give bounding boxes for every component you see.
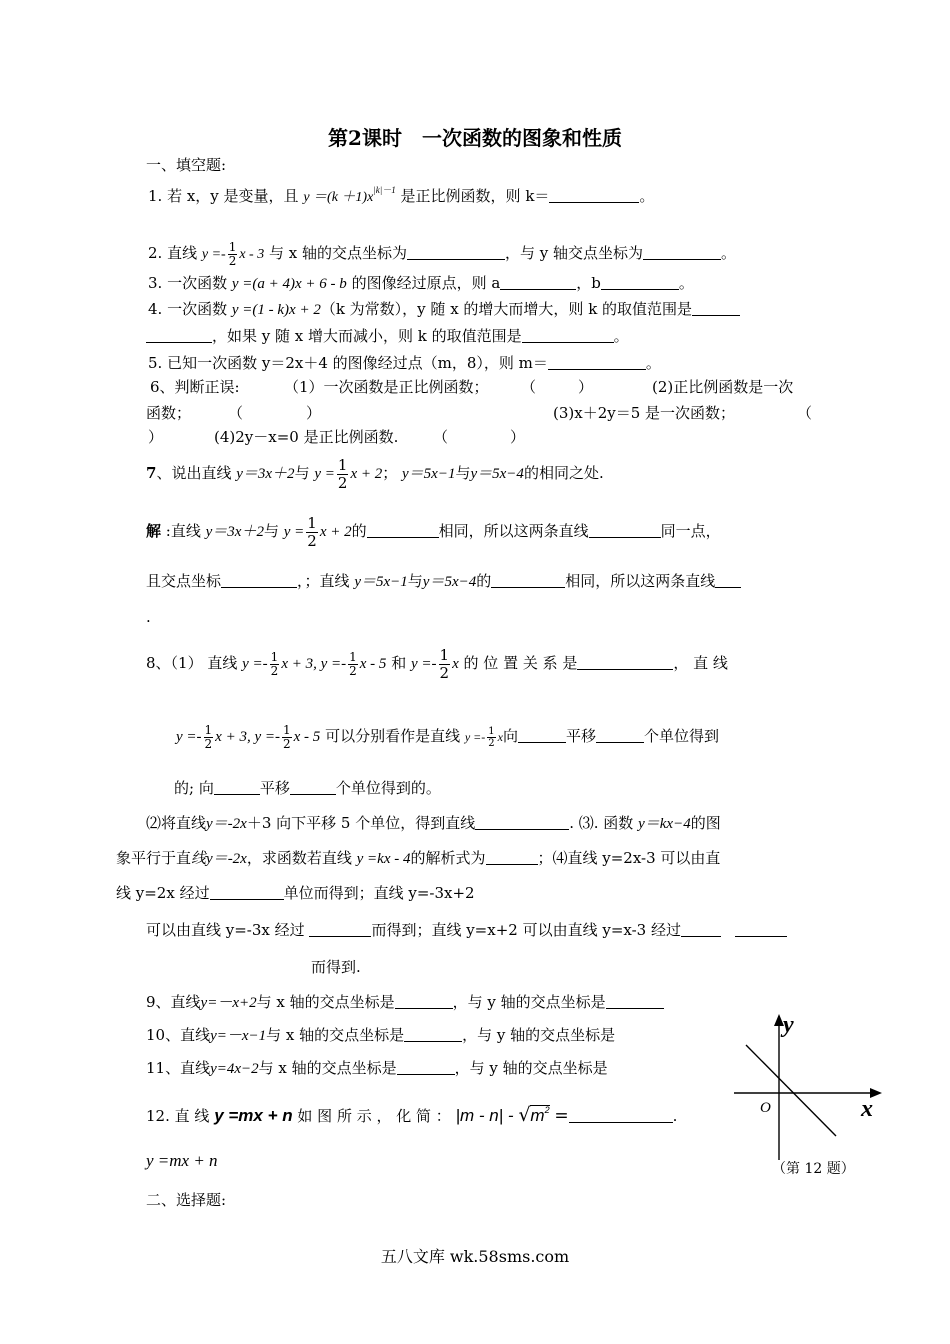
q8-eq1-mid: x + 3, y =- [281, 656, 347, 672]
q8-l5-text-a: 象平行于直 [116, 849, 192, 867]
q8-text-c: ， 直 线 [673, 654, 728, 672]
origin-label: O [760, 1100, 771, 1116]
q4-text: 4. 一次函数 [148, 300, 228, 318]
sol-blank-2[interactable] [589, 523, 661, 538]
y-axis-label: y [783, 1012, 794, 1038]
q7-and-2: 与 [455, 464, 471, 482]
q5-text: 5. 已知一次函数 y＝2x＋4 的图像经过点（m，8），则 m＝ [148, 354, 548, 372]
q7-line-4: y＝5x−4 [470, 466, 524, 482]
q8-l2-text-a: 可以分别看作是直线 [325, 727, 461, 745]
figure-caption: （第 12 题） [772, 1161, 855, 1177]
q8-blank-relation[interactable] [577, 655, 673, 670]
q8-l5-line: y＝-2x [206, 851, 247, 867]
q12-blank[interactable] [569, 1108, 673, 1123]
q8-l6-text-a: 线 y=2x 经过 [116, 884, 210, 902]
q8-l5-text-g: ；⑷直线 y=2x-3 可以由直 [537, 849, 721, 867]
question-2 [148, 233, 736, 273]
question-8-line-2 [176, 716, 719, 756]
sol-of: 的 [351, 522, 367, 540]
question-7 [146, 453, 604, 493]
q6-heading: 6、判断正误: [150, 378, 240, 396]
sol-text-a: :直线 [165, 522, 201, 540]
q5-blank[interactable] [548, 355, 646, 370]
q4-text-b: （k 为常数），y 随 x 的增大而增大，则 k 的取值范围是 [320, 300, 693, 318]
q8-eq1-pre: y =- [242, 656, 268, 672]
sol-of-2: 的 [476, 572, 492, 590]
question-8-line-6 [116, 884, 475, 902]
sol-blank-1[interactable] [367, 523, 439, 538]
q12-text-b: 如 图 所 示 ， 化 简 ： [297, 1107, 451, 1125]
question-10 [146, 1026, 615, 1045]
q6-paren-1-close: ） [578, 378, 594, 396]
q9-blank-y[interactable] [606, 994, 664, 1009]
q8-l2-eq2-pre: y =- [464, 730, 486, 744]
question-9 [146, 993, 664, 1012]
q3-blank-a[interactable] [500, 275, 576, 290]
q8-blank-translate-3b[interactable] [735, 922, 787, 937]
q8-blank-translate-2[interactable] [309, 922, 371, 937]
solution-label: 解 [146, 522, 162, 540]
q11-text-c: 与 x 轴的交点坐标是 [258, 1059, 397, 1077]
q8-blank-units-2[interactable] [290, 780, 336, 795]
sol-fraction: $\frac{1}{2}$ [307, 513, 317, 550]
q8-blank-translate-1[interactable] [210, 885, 284, 900]
q7-and-1: 与 [294, 464, 310, 482]
q8-l4-text-c: ＋3 向下平移 5 个单位，得到直线 [246, 814, 476, 832]
footer-watermark: 五八文库 wk.58sms.com [380, 1247, 570, 1266]
sol-text-g: 相同，所以这两条直线 [438, 522, 589, 540]
q12-expr-abs: |m - n| - [455, 1106, 514, 1125]
q12-equation: y =mx + n [214, 1106, 293, 1125]
sol-blank-3[interactable] [221, 573, 297, 588]
q6-statement-2a: (2)正比例函数是一次 [652, 378, 794, 396]
q6-paren-3-close: ） [148, 428, 164, 446]
q1-blank[interactable] [549, 188, 639, 203]
question-1 [148, 181, 654, 207]
question-11 [146, 1059, 608, 1078]
sol-l2-text-a: 且交点坐标 [146, 572, 222, 590]
q12-end: . [672, 1107, 678, 1125]
q3-text-c: ，b [576, 274, 601, 292]
q6-paren-4-open: （ [433, 428, 449, 446]
q2-text: 2. 直线 [148, 244, 198, 262]
q7-line-1: y＝3x＋2 [236, 466, 295, 482]
question-5 [148, 354, 661, 372]
q2-end: 。 [721, 244, 737, 262]
q2-eq-pre: y =- [201, 247, 226, 262]
q2-blank-y[interactable] [643, 245, 721, 260]
q8-eq3-pre: y =- [411, 656, 437, 672]
q8-l2-fraction-2: $\frac{1}{2}$ [282, 722, 291, 751]
q7-text: 、说出直线 [156, 464, 232, 482]
graph-line [746, 1045, 836, 1136]
sol-line-3: y＝5x−1 [354, 574, 408, 590]
q5-end: 。 [645, 354, 661, 372]
q3-equation: y =(a + 4)x + 6 - b [231, 276, 347, 292]
q4-blank-1a[interactable] [692, 301, 740, 316]
sol-and-2: 与 [407, 572, 423, 590]
q8-l2-eq2-post: x [497, 730, 503, 744]
solution-line-2 [146, 572, 741, 591]
question-4-line2 [146, 327, 629, 345]
q8-l4-text-f: 的图 [690, 814, 721, 832]
sqrt-icon: √ [518, 1104, 531, 1126]
question-8-line-4 [146, 814, 721, 833]
q6-paren-2-close: ） [306, 404, 322, 422]
q1-exponent: |k|－1 [373, 185, 396, 195]
q6-paren-2-open: （ [228, 404, 244, 422]
q8-blank-units-1[interactable] [596, 728, 644, 743]
q8-l3-text-c: 个单位得到的。 [335, 779, 441, 797]
q8-fraction-2: $\frac{1}{2}$ [349, 649, 357, 678]
solution-line-1 [146, 511, 721, 551]
q7-eq-post: x + 2 [350, 466, 383, 482]
q8-l4-line: y＝-2x [206, 816, 247, 832]
q11-blank-x[interactable] [397, 1060, 455, 1075]
question-3 [148, 274, 694, 293]
q8-blank-dir-1[interactable] [518, 728, 566, 743]
q8-l4-func: y＝kx−4 [638, 816, 691, 832]
q12-equals: = [554, 1106, 569, 1126]
q11-text-d: ，与 y 轴的交点坐标是 [454, 1059, 608, 1077]
q4-blank-2[interactable] [522, 328, 614, 343]
q8-l7-text-b: 而得到；直线 y=x+2 可以由直线 y=x-3 经过 [371, 921, 681, 939]
q2-blank-x[interactable] [407, 245, 505, 260]
q8-blank-dir-2[interactable] [214, 780, 260, 795]
q6-statement-2b: 函数； [146, 404, 192, 422]
q8-blank-translate-3a[interactable] [681, 922, 721, 937]
solution-line-3: . [146, 608, 151, 626]
q8-l6-text-b: 单位而得到；直线 y=-3x+2 [283, 884, 475, 902]
q8-l4-text-a: ⑵将直线 [146, 814, 207, 832]
q8-l2-eq-mid: x + 3, y =- [215, 729, 280, 745]
q8-l7-text-a: 可以由直线 y=-3x 经过 [146, 921, 305, 939]
q6-paren-4-close: ） [510, 428, 526, 446]
q4-text-c: ，如果 y 随 x 增大而减小，则 k 的取值范围是 [212, 327, 522, 345]
question-8-line-7 [146, 921, 787, 939]
q2-fraction: $\frac{1}{2}$ [228, 239, 237, 268]
q12-graph-figure [732, 1012, 892, 1162]
q6-statement-1: （1）一次函数是正比例函数； [284, 378, 489, 396]
q8-l2-text-d: 个单位得到 [644, 727, 720, 745]
q7-sep: ； [382, 464, 398, 482]
q10-text-c: 与 x 轴的交点坐标是 [266, 1026, 405, 1044]
q11-text-a: 11、直线 [146, 1059, 211, 1077]
q3-end: 。 [678, 274, 694, 292]
q9-line: y=－x+2 [200, 995, 257, 1011]
q8-l4-text-d: . ⑶. 函数 [569, 814, 634, 832]
x-axis-label: x [861, 1096, 873, 1122]
q8-text-a: 8、（1） 直线 [146, 654, 238, 672]
q8-l2-fraction-1: $\frac{1}{2}$ [204, 722, 213, 751]
q8-blank-expression[interactable] [486, 850, 538, 865]
q1-equation: y ＝(k ＋1)x [303, 190, 374, 205]
q8-l5-text-d: ，求函数若直线 [246, 849, 352, 867]
q3-text-b: 的图像经过原点，则 a [351, 274, 501, 292]
q11-line: y=4x−2 [210, 1061, 259, 1077]
page-title: 第2课时 一次函数的图象和性质 [328, 126, 622, 150]
sol-eq-pre: y = [283, 524, 305, 540]
question-4 [148, 300, 740, 319]
q8-eq1-post: x - 5 [359, 656, 387, 672]
q9-text-c: 与 x 轴的交点坐标是 [256, 993, 395, 1011]
section-choice-heading: 二、选择题: [146, 1191, 227, 1209]
q8-l2-eq-post: x - 5 [293, 729, 321, 745]
q9-text-d: ，与 y 轴的交点坐标是 [452, 993, 606, 1011]
q4-blank-1b[interactable] [146, 328, 212, 343]
question-8-line-8: 而得到. [311, 958, 361, 976]
q6-statement-3: (3)x＋2y＝5 是一次函数； [553, 404, 736, 422]
question-8-line-3 [174, 779, 441, 797]
q2-eq-post: x - 3 [239, 247, 265, 262]
q8-l2-text-b: 向 [502, 727, 518, 745]
sol-line-4: y＝5x−4 [422, 574, 477, 590]
question-8-line-5 [116, 849, 720, 868]
q8-l3-text-b: 平移 [259, 779, 290, 797]
q7-eq-pre: y = [314, 466, 335, 482]
q12-equation-repeat [146, 1152, 218, 1170]
q3-blank-b[interactable] [601, 275, 679, 290]
q7-line-3: y＝5x−1 [402, 466, 456, 482]
q8-l5-text-f: 的解析式为 [410, 849, 486, 867]
q1-text: 1. 若 x，y 是变量，且 [148, 187, 299, 205]
q7-text-end: 的相同之处. [523, 464, 604, 482]
sol-l2-text-g: 相同，所以这两条直线 [565, 572, 716, 590]
q6-statement-4: (4)2y－x=0 是正比例函数. [214, 428, 399, 446]
q9-blank-x[interactable] [395, 994, 453, 1009]
sol-text-h: 同一点， [660, 522, 721, 540]
q12-eq2: y =mx + n [146, 1151, 218, 1170]
question-12 [146, 1096, 677, 1124]
q1-end: 。 [639, 187, 655, 205]
q2-text-b: 与 x 轴的交点坐标为 [269, 244, 408, 262]
sol-eq-post: x + 2 [319, 524, 352, 540]
sol-blank-5[interactable] [715, 573, 741, 588]
q10-line: y=－x−1 [210, 1028, 267, 1044]
q8-l5-eq: y =kx - 4 [356, 851, 411, 867]
q4-end: 。 [613, 327, 629, 345]
q10-text-d: ，与 y 轴的交点坐标是 [462, 1026, 616, 1044]
sol-l2-text-b: ，；直线 [297, 572, 350, 590]
q12-expr-m: $m^2$ [530, 1105, 550, 1125]
q8-text-b: 的 位 置 关 系 是 [463, 654, 578, 672]
section-fill-blank-heading: 一、填空题: [146, 156, 227, 174]
q2-text-c: ，与 y 轴交点坐标为 [505, 244, 644, 262]
q10-blank-x[interactable] [404, 1027, 462, 1042]
q8-fraction-1: $\frac{1}{2}$ [270, 649, 279, 678]
q6-paren-1-open: （ [521, 378, 537, 396]
q7-number: 7 [146, 464, 157, 482]
q1-text-b: 是正比例函数，则 k＝ [400, 187, 550, 205]
q8-and: 和 [391, 654, 407, 672]
q12-text-a: 12. 直 线 [146, 1107, 210, 1125]
sol-blank-4[interactable] [491, 573, 565, 588]
sol-line-1: y＝3x＋2 [205, 524, 264, 540]
q4-equation: y =(1 - k)x + 2 [231, 302, 321, 318]
q8-l2-fraction-3: $\frac{1}{2}$ [488, 725, 495, 749]
q6-paren-3-open: （ [797, 404, 813, 422]
q8-eq3-post: x [452, 656, 459, 672]
sol-and-1: 与 [263, 522, 279, 540]
q8-l2-text-c: 平移 [566, 727, 597, 745]
q8-l2-eq-pre: y =- [176, 729, 202, 745]
q8-fraction-3: $\frac{1}{2}$ [439, 645, 450, 682]
q9-text-a: 9、直线 [146, 993, 201, 1011]
q10-text-a: 10、直线 [146, 1026, 211, 1044]
q8-blank-shifted-line[interactable] [475, 815, 569, 830]
q7-fraction: $\frac{1}{2}$ [337, 455, 348, 492]
q8-l3-text-a: 的; 向 [174, 779, 214, 797]
question-8-line-1 [146, 643, 728, 683]
q8-l5-text-b: 线 [191, 851, 207, 867]
q3-text: 3. 一次函数 [148, 274, 228, 292]
